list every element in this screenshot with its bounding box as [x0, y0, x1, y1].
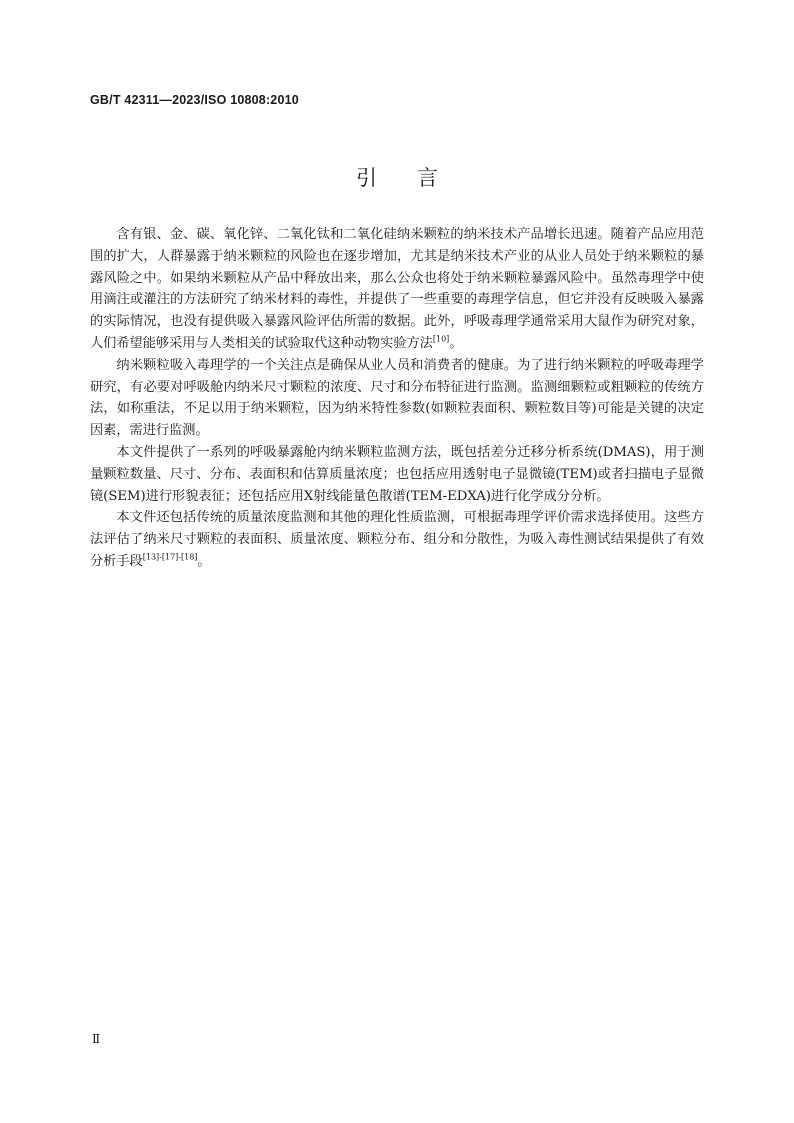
paragraph-text: 本文件提供了一系列的呼吸暴露舱内纳米颗粒监测方法，既包括差分迁移分析系统(DMAS)，用于测量颗粒数量、尺寸、分布、表面积和估算质量浓度；也包括应用透射电子显微镜(TEM)或者扫描电子显微镜(SEM)进行形貌表征；还包括应用X射线能量色散谱(TEM-EDXA)进行化学成分分析。	[90, 444, 704, 504]
reference-citation: [13]-[17]-[18]	[142, 552, 198, 562]
paragraph-1	[90, 224, 704, 355]
paragraph-3	[90, 442, 704, 507]
page-title: 引言	[356, 166, 478, 190]
paragraph-text: 本文件还包括传统的质量浓度监测和其他的理化性质监测，可根据毒理学评价需求选择使用。这些方法评估了纳米尺寸颗粒的表面积、质量浓度、颗粒分布、组分和分散性，为吸入毒性测试结果提供了有效分析手段	[90, 510, 704, 569]
paragraph-text: 含有银、金、碳、氧化锌、二氧化钛和二氧化硅纳米颗粒的纳米技术产品增长迅速。随着产品应用范围的扩大，人群暴露于纳米颗粒的风险也在逐步增加，尤其是纳米技术产业的从业人员处于纳米颗粒的暴露风险之中。如果纳米颗粒从产品中释放出来，那么公众也将处于纳米颗粒暴露风险中。虽然毒理学中使用滴注或灌注的方法研究了纳米材料的毒性，并提供了一些重要的毒理学信息，但它并没有反映吸入暴露的实际情况，也没有提供吸入暴露风险评估所需的数据。此外，呼吸毒理学通常采用大鼠作为研究对象，人们希望能够采用与人类相关的试验取代这种动物实验方法	[90, 227, 704, 351]
paragraph-2	[90, 355, 704, 442]
body-text	[90, 224, 704, 573]
paragraph-end: 。	[197, 553, 211, 569]
paragraph-end: 。	[449, 335, 463, 351]
reference-citation: [10]	[432, 334, 450, 344]
standard-id: GB/T 42311—2023/ISO 10808:2010	[90, 93, 299, 107]
paragraph-text: 纳米颗粒吸入毒理学的一个关注点是确保从业人员和消费者的健康。为了进行纳米颗粒的呼吸毒理学研究，有必要对呼吸舱内纳米尺寸颗粒的浓度、尺寸和分布特征进行监测。监测细颗粒或粗颗粒的传统方法，如称重法，不足以用于纳米颗粒，因为纳米特性参数(如颗粒表面积、颗粒数目等)可能是关键的决定因素，需进行监测。	[90, 357, 704, 439]
page-number: Ⅱ	[92, 1032, 101, 1046]
paragraph-4	[90, 507, 704, 572]
